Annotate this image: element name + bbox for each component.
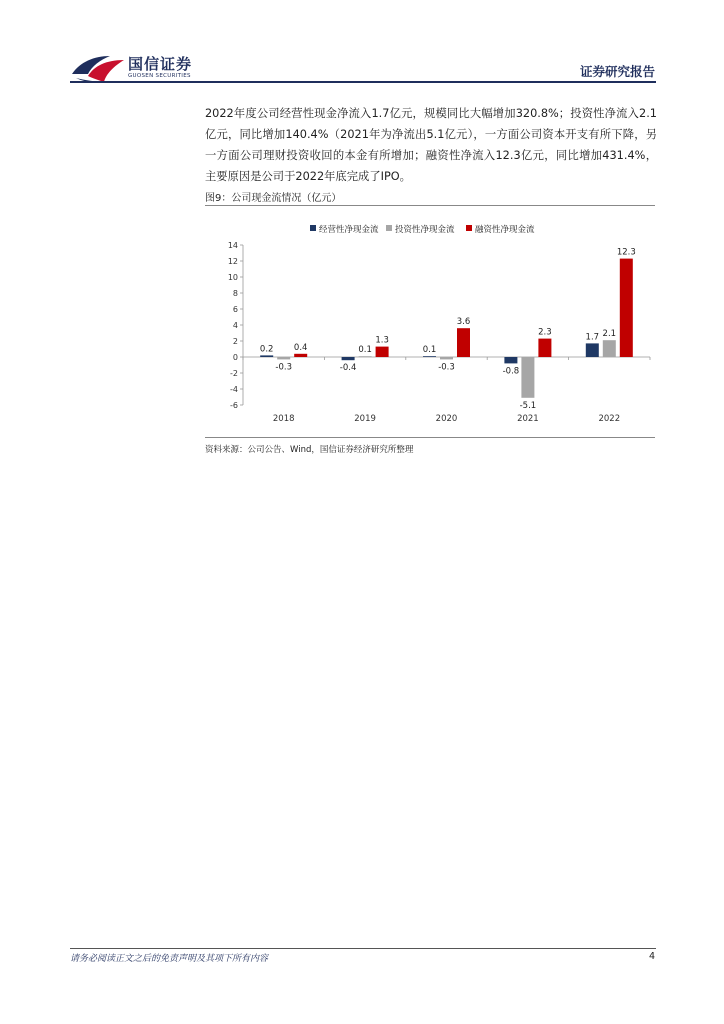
- bar-3-0: [504, 357, 517, 363]
- bar-1-2: [376, 347, 389, 357]
- data-label: -0.3: [438, 362, 455, 373]
- data-label: 1.3: [375, 335, 389, 346]
- page-number: 4: [648, 951, 655, 962]
- x-tick-label: 2018: [272, 414, 295, 424]
- bar-1-1: [359, 356, 372, 357]
- bar-4-0: [586, 343, 599, 357]
- legend-swatch: [310, 225, 316, 231]
- legend-swatch: [386, 225, 392, 231]
- y-tick-label: 10: [227, 273, 238, 282]
- figure-title: 图9：公司现金流情况（亿元）: [205, 193, 342, 204]
- y-tick-label: 6: [232, 305, 238, 314]
- data-label: 0.2: [259, 344, 274, 355]
- bar-2-0: [423, 356, 436, 357]
- footer-divider: [70, 948, 656, 949]
- data-label: 3.6: [456, 317, 471, 328]
- data-label: 1.7: [585, 332, 600, 343]
- legend-label: 经营性净现金流: [319, 225, 379, 235]
- report-type-label: 证券研究报告: [579, 64, 655, 79]
- y-tick-label: -6: [230, 401, 238, 410]
- bar-4-2: [620, 259, 633, 357]
- data-label: -0.3: [275, 362, 292, 373]
- data-label: -5.1: [519, 400, 537, 411]
- y-tick-label: 4: [232, 321, 238, 330]
- legend-label: 投资性净现金流: [395, 225, 455, 235]
- cashflow-bar-chart: [205, 215, 655, 435]
- x-tick-label: 2021: [517, 414, 539, 424]
- header-divider: [70, 81, 656, 83]
- y-tick-label: 8: [232, 289, 238, 298]
- bar-3-1: [521, 357, 534, 398]
- figure-bottom-rule: [205, 437, 655, 438]
- y-tick-label: -2: [230, 369, 238, 378]
- data-label: 0.1: [422, 345, 437, 356]
- bar-2-2: [457, 328, 470, 357]
- bar-0-1: [277, 357, 290, 359]
- bar-3-2: [538, 339, 551, 357]
- legend-label: 融资性净现金流: [475, 225, 535, 235]
- bar-0-0: [260, 355, 273, 357]
- y-tick-label: 0: [232, 353, 238, 362]
- body-paragraph: 2022年度公司经营性现金净流入1.7亿元，规模同比大幅增加320.8%；投资性净流入2.1亿元，同比增加140.4%（2021年为净流出5.1亿元），一方面公司资本开支有所下降，另一方面公司理财投资收回的本金有所增加；融资性净流入12.3亿元，同比增加431.4%，主要原因是公司于2022年底完成了IPO。: [205, 107, 657, 183]
- data-label: -0.8: [502, 366, 520, 377]
- data-label: 2.1: [602, 329, 617, 340]
- x-tick-label: 2022: [598, 414, 621, 424]
- data-label: 2.3: [538, 327, 552, 338]
- data-label: 12.3: [616, 247, 636, 258]
- data-label: 0.4: [293, 342, 308, 353]
- bar-1-0: [342, 357, 355, 360]
- legend-swatch: [466, 225, 472, 231]
- data-label: 0.1: [358, 345, 372, 356]
- figure-source: 资料来源：公司公告、Wind，国信证券经济研究所整理: [205, 445, 414, 455]
- figure-top-rule: [205, 205, 655, 206]
- y-tick-label: 2: [232, 337, 238, 346]
- logo-text-cn: 国信证券: [128, 55, 193, 73]
- y-tick-label: -4: [230, 385, 238, 394]
- data-label: -0.4: [339, 363, 357, 374]
- bar-0-2: [294, 354, 307, 357]
- footer-disclaimer: 请务必阅读正文之后的免责声明及其项下所有内容: [70, 954, 269, 964]
- x-tick-label: 2019: [354, 414, 376, 424]
- x-tick-label: 2020: [435, 414, 458, 424]
- bar-2-1: [440, 357, 453, 359]
- logo-text-en: GUOSEN SECURITIES: [128, 73, 191, 79]
- y-tick-label: 12: [227, 257, 238, 266]
- bar-4-1: [603, 340, 616, 357]
- y-tick-label: 14: [227, 241, 238, 250]
